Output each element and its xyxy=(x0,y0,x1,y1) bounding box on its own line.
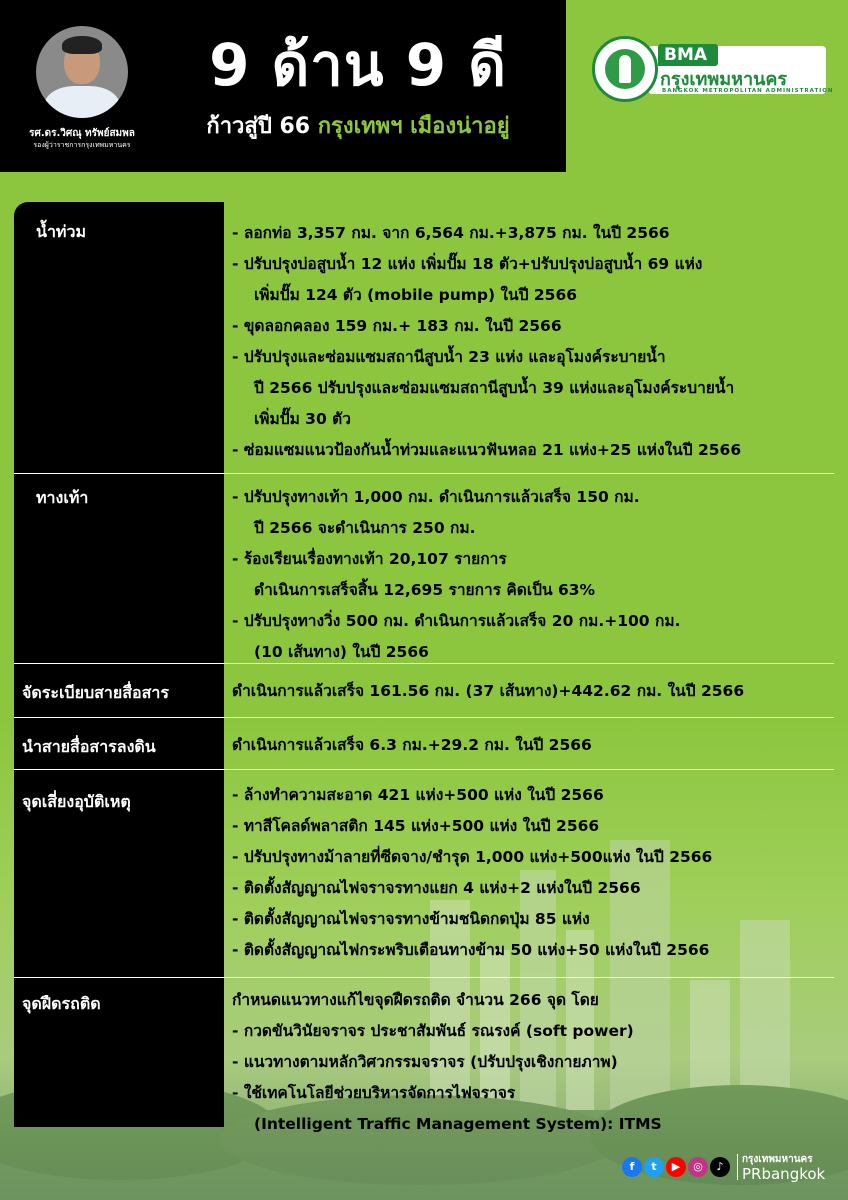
list-item: - ใช้เทคโนโลยีช่วยบริหารจัดการไฟจราจร xyxy=(232,1084,516,1102)
list-item: - แนวทางตามหลักวิศวกรรมจราจร (ปรับปรุงเชิงกายภาพ) xyxy=(232,1053,618,1071)
table-row xyxy=(14,978,834,1138)
page-subtitle xyxy=(168,108,548,143)
youtube-icon[interactable]: ▶ xyxy=(666,1157,686,1177)
list-item: - ติดตั้งสัญญาณไฟจราจรทางข้ามชนิดกดปุ่ม 85 แห่ง xyxy=(232,910,590,928)
table-row xyxy=(14,202,834,474)
logo-abbr: BMA xyxy=(658,44,718,66)
list-item: - ติดตั้งสัญญาณไฟกระพริบเตือนทางข้าม 50 แห่ง+50 แห่งในปี 2566 xyxy=(232,941,710,959)
list-item: - ปรับปรุงทางม้าลายที่ซีดจาง/ชำรุด 1,000 แห่ง+500แห่ง ในปี 2566 xyxy=(232,848,713,866)
list-item: - ปรับปรุงและซ่อมแซมสถานีสูบน้ำ 23 แห่ง และอุโมงค์ระบายน้ำ xyxy=(232,348,666,366)
list-item: - ล้างทำความสะอาด 421 แห่ง+500 แห่ง ในปี 2566 xyxy=(232,786,604,804)
item-list xyxy=(232,730,592,761)
category-label: จุดเสี่ยงอุบัติเหตุ xyxy=(22,792,131,811)
list-item: - ขุดลอกคลอง 159 กม.+ 183 กม. ในปี 2566 xyxy=(232,317,562,335)
bma-seal-icon xyxy=(592,36,658,102)
footer-handle[interactable]: PRbangkok xyxy=(742,1165,826,1183)
list-item: - กวดขันวินัยจราจร ประชาสัมพันธ์ รณรงค์ (soft power) xyxy=(232,1022,634,1040)
list-item: - ปรับปรุงทางวิ่ง 500 กม. ดำเนินการแล้วเสร็จ 20 กม.+100 กม. xyxy=(232,612,681,630)
tiktok-icon[interactable]: ♪ xyxy=(710,1157,730,1177)
category-label: จุดฝืดรถติด xyxy=(22,994,101,1013)
list-item: เพิ่มปั๊ม 124 ตัว (mobile pump) ในปี 2566 xyxy=(254,286,578,304)
item-list xyxy=(232,218,741,466)
logo-thai-name: กรุงเทพมหานคร xyxy=(660,69,788,90)
list-item: กำหนดแนวทางแก้ไขจุดฝืดรถติด จำนวน 266 จุด โดย xyxy=(232,991,599,1009)
footer-org: กรุงเทพมหานคร xyxy=(742,1154,813,1165)
list-item: เพิ่มปั๊ม 30 ตัว xyxy=(254,410,351,428)
list-item: (Intelligent Traffic Management System): ITMS xyxy=(254,1115,662,1133)
logo-english-name: BANGKOK METROPOLITAN ADMINISTRATION xyxy=(662,88,834,94)
bma-logo xyxy=(592,36,834,102)
list-item: ปี 2566 ปรับปรุงและซ่อมแซมสถานีสูบน้ำ 39 แห่งและอุโมงค์ระบายน้ำ xyxy=(254,379,735,397)
page-title: 9 ด้าน 9 ดี xyxy=(209,31,507,99)
table-row xyxy=(14,718,834,770)
list-item: (10 เส้นทาง) ในปี 2566 xyxy=(254,643,429,661)
item-list xyxy=(232,985,662,1140)
list-item: - ซ่อมแซมแนวป้องกันน้ำท่วมและแนวฟันหลอ 21 แห่ง+25 แห่งในปี 2566 xyxy=(232,441,742,459)
table-row xyxy=(14,474,834,664)
list-item: ดำเนินการเสร็จสิ้น 12,695 รายการ คิดเป็น 63% xyxy=(254,581,596,599)
twitter-icon[interactable]: t xyxy=(644,1157,664,1177)
subtitle-accent: กรุงเทพฯ เมืองน่าอยู่ xyxy=(317,114,510,139)
avatar xyxy=(36,26,128,118)
table-row xyxy=(14,770,834,978)
list-item: - ลอกท่อ 3,357 กม. จาก 6,564 กม.+3,875 กม. ในปี 2566 xyxy=(232,224,670,242)
item-list xyxy=(232,780,712,966)
category-label: น้ำท่วม xyxy=(36,222,86,241)
list-item: ดำเนินการแล้วเสร็จ 161.56 กม. (37 เส้นทาง)+442.62 กม. ในปี 2566 xyxy=(232,682,745,700)
list-item: - ติดตั้งสัญญาณไฟจราจรทางแยก 4 แห่ง+2 แห่งในปี 2566 xyxy=(232,879,641,897)
subtitle-main: ก้าวสู่ปี 66 xyxy=(206,114,318,139)
list-item: ปี 2566 จะดำเนินการ 250 กม. xyxy=(254,519,476,537)
item-list xyxy=(232,676,744,707)
person-name: รศ.ดร.วิศณุ ทรัพย์สมพล xyxy=(29,128,135,139)
header-panel xyxy=(0,0,566,172)
instagram-icon[interactable]: ◎ xyxy=(688,1157,708,1177)
facebook-icon[interactable]: f xyxy=(622,1157,642,1177)
category-label: นำสายสื่อสารลงดิน xyxy=(22,737,156,756)
person-role: รองผู้ว่าราชการกรุงเทพมหานคร xyxy=(33,141,131,149)
table-row xyxy=(14,664,834,718)
category-label: ทางเท้า xyxy=(36,488,89,507)
item-list xyxy=(232,482,680,668)
list-item: - ร้องเรียนเรื่องทางเท้า 20,107 รายการ xyxy=(232,550,507,568)
category-label: จัดระเบียบสายสื่อสาร xyxy=(22,683,169,702)
list-item: - ปรับปรุงบ่อสูบน้ำ 12 แห่ง เพิ่มปั๊ม 18 ตัว+ปรับปรุงบ่อสูบน้ำ 69 แห่ง xyxy=(232,255,703,273)
footer-social xyxy=(622,1150,832,1184)
list-item: - ทาสีโคลด์พลาสติก 145 แห่ง+500 แห่ง ในปี 2566 xyxy=(232,817,600,835)
list-item: ดำเนินการแล้วเสร็จ 6.3 กม.+29.2 กม. ในปี 2566 xyxy=(232,736,592,754)
list-item: - ปรับปรุงทางเท้า 1,000 กม. ดำเนินการแล้วเสร็จ 150 กม. xyxy=(232,488,640,506)
footer-divider xyxy=(737,1154,738,1180)
